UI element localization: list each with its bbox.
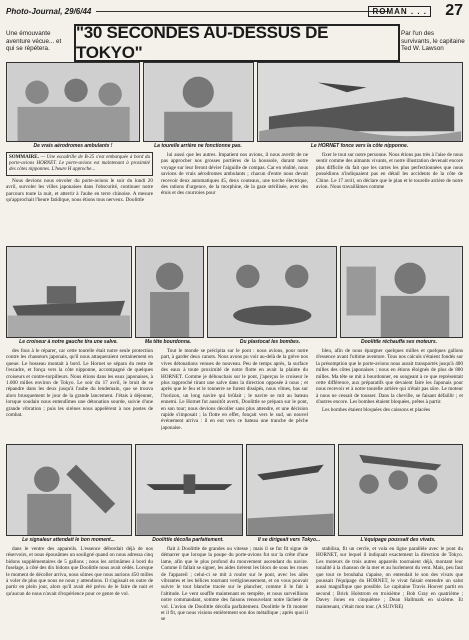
text-column [316,546,463,636]
panel-crew [6,62,140,142]
paragraph: dans le ventre des appareils. L'essence débordait déjà de nos réservoirs, et nous épousâmes un souligné quand on nous adressa cinq bidons supplémentaires de 5 gallons ; nous les arrimâmes à bord du fuselage, à côté des dix bidons que Doolittle nous avait cédés. Lorsque le moment de décoller arriva, nous sûmes que nous aurions 450 milles à voler de plus que nous ne nous y attendions. Il s'agissait en outre de partir en plein jour, alors qu'il avait été prévu de le faire de nuit et qu'aucun de nous n'avait d'expérience pour ce genre de vol. [6,546,153,597]
text-block-3 [6,546,463,636]
caption: Le signaleur attendait le bon moment... [22,537,115,543]
text-column [6,152,153,244]
row-1-captions [6,143,463,149]
paragraph: flait à Doolittle de grandes ou vitesse ; mais il se fut fit signe de démarrer que lorsque la poupe du porte-avions fut sur la crête d'une lame, afin que le plus profond du mouvement ascendant du navire. Comme il fallait se signer, les aides tirèrent les blocs de sous les roues de l'appareil ; celui-ci se mit à rouler sur le pont, avec les ailes vibrantes et les hélices tournant vertigineusement, et on vous pouvait suivre le tout blanche tracée sur le plancher, comme il le fait à l'altitude. Le vent souffle maintenant en tempête, et nous surveillions notre commandant, somme des faisons renouvelant notre lâcheté de vol. L'avion de Doolittle décolla parfaitement. Doolittle le fit monter et il fit, que nous visions entièrement son dos métallique ; après quoi il se [161,546,308,623]
section-label: ROMAN . . . [368,6,431,17]
caption: Il se dirigeait vers Tokyo... [257,537,321,543]
text-column [161,546,308,636]
title-box [74,24,400,62]
paragraph: bleu, afin de nous épargner quelques milles et quelques gallons d'essence avant l'ultime aventure. Tous nos calculs s'étaient fondés sur la présomption que le porte-avions nous aurait transportés jusqu'à 400 milles des côtes japonaises ; nous en étions éloignés de plus de 800 milles. Ma tête se mit à bourdonner, en songeant à ce que représentait cette différence, aux préparatifs que devaient faire les Japonais pour nous recevoir et à notre tourelle arrière qui n'était pas sûre. Le moteur à nous ne cessait de tousser. Dans la cheville, se faisant défaillir ; et d'autres encore. Les bombes étaient bloquées, prêtes à partir. [316,348,463,406]
summary-text: — Une escadrille de B-25 s'est embarquée à bord du porte-avions HORNET. Le porte-avions est maintenant à proximité des côtes nipponnes. L'heure H approche... [9,155,150,172]
page-number: 27 [445,2,463,19]
text-block-2 [6,348,463,440]
publication-date: Photo-Journal, 29/6/44 [6,7,92,16]
tagline-right: Par l'un des survivants, le capitaine Ted W. Lawson [401,30,465,52]
panel-cheering-crew [338,444,463,536]
panel-bombs [207,246,338,338]
page-title: "30 SECONDES AU-DESSUS DE TOKYO" [76,23,329,62]
paragraph: Tout le monde se précipita sur le pont : nous avions, pour notre part, à garder deux canots. Nous avons pu voir au-delà de la grève nos vives détonations venues de nouveau. Peu de temps après, la surface des eaux à toute proximité de notre flotte en avait la plainte du HORNET. Comme je débouchais sur le pont, j'aperçus le croiseur le plus rapproché tirant une salve dans la direction opposée à nous ; et après que le feu et le tonnerre se furent dissipés, nous vîmes, bas sur l'horizon, un long navire qui brûlait ; le navire se mit au bateau ennemi. Le Hornet fut aussitôt averti, Doolittle se prépara sur le pont, en son tour; nous devions décoller sans plus attendre, et une décision rapide s'imposait ; la flotte en effet, fonçait vers le sud, un nouvel événement arriva : il en eut vers ce bateau une tranche de pêche japonaise. [161,348,308,431]
row-2-captions [6,339,463,345]
caption: La tourelle arrière ne fonctionne pas. [154,143,242,149]
page-header [4,4,465,20]
caption: Le HORNET fonce vers la côte nipponne. [310,143,409,149]
summary-box [6,152,153,176]
summary-label: SOMMAIRE. [9,155,39,160]
text-column [6,546,153,636]
text-block-1 [6,152,463,244]
row-3-captions [6,537,463,543]
caption: De vrais aérodromes ambulants ! [33,143,113,149]
text-column [161,348,308,440]
caption: Du plastocat les bombes. [239,339,301,345]
paragraph: Les bombes étaient bloquées des caissons et placées [322,406,431,413]
text-column [161,152,308,244]
panel-cruiser [6,246,132,338]
text-column [6,348,153,440]
paragraph: fixer le tout sur notre personne. Nous étions pas très à l'aise de nous sentir comme des aimants vivants, et notre illustration devenait encore plus difficile du fait que les cartes les plus perfectionnées que nous possédions n'indiquaient pas en détail les accidents de la côte de Chine. Le 17 avril, on déclare que le plan et le tourelle arrière de notre avion. Nous travaillâmes comme [316,152,463,191]
panel-engines [340,246,463,338]
paragraph: des fous à le réparer, car cette tourelle était notre seule protection contre les chasseurs japonais, qu'il nous attaqueraient certainement en queue. Le bosseau montait à bord. Le Hornet se sépara du reste de l'escadre, et fonça vers la côte nipponne, accompagné de quelques croiseurs et contre-torpilleurs. Nous étions dans les eaux japonaises, à 1.000 milles environ de Tokyo. Le soir du 17 avril, le bruit de se répandre dans les deux jusqu'à l'aube du lendemain, que se trouva alors brusquement le jour de la grande lancement. J'étais à déjeuner, lorsque soudain nous entendîmes une détonation sourde, suivie d'une grande vibration ; puis les sirènes nous appelèrent à nos postes de combat. [6,348,153,419]
paragraph: stabilisa, fit un cercle, et vola en ligne parallèle avec le pont du HORNET, sur lequel il indiquait exactement la direction de Tokyo. Les moteurs de trois autres appareils tournaient déjà, montant leur tonalité à la chanson de la mer et au hurlement du vent. Mais, peu faut que tout ce brouhaha s'apaise, on entendait le son des vivats que poussait l'équipage du HORNET, le vivat faisait entendre un salut aussi magnifique que possible. Le capitaine Travis Hoover partit en second ; Brick Holstrom en troisième ; Bob Gray en quatrième ; Davey Jones en cinquième ; Dean Hallmark en sixième. Et maintenant, c'était mon tour. (A SUIVRE) [316,546,463,610]
caption: Le croiseur à notre gauche tira une salve. [19,339,118,345]
comic-row-2 [6,246,463,338]
panel-takeoff [135,444,244,536]
comic-row-1 [6,62,463,142]
header-rule [96,11,389,12]
caption: L'équipage poussait des vivats. [360,537,436,543]
panel-turret [143,62,254,142]
panel-signaler [6,444,132,536]
caption: Doolittle décolla parfaitement. [152,537,224,543]
caption: Ma tête bourdonna. [144,339,192,345]
tagline-left: Une émouvante aventure vécue... et qui se répétera. [6,30,62,52]
paragraph: Nous devions nous envoler du porte-avions le soir du lundi 20 avril, survoler les villes japonaises dans l'obscurité, continuer notre parcours toute la nuit, et atterrir à l'aube en terre chinoise. A mesure qu'approchait l'heure fatidique, nous étions tous nerveux. Doolittle [6,178,153,204]
panel-tokyo [246,444,335,536]
text-column [316,348,463,440]
panel-hornet [257,62,463,142]
text-column [316,152,463,244]
caption: Doolittle réchauffa ses moteurs. [360,339,438,345]
comic-row-3 [6,444,463,536]
panel-head [135,246,204,338]
paragraph: lui aussi que les autres. Impatient nos avions, il nous avertit de ne pas approcher nos grosses portières de la houssole, durant notre voyage sur leur feront dévier l'aiguille de compas. Car en réalité, nous savions de vrais aérodromes ambulants ; chacun d'entre nous devait recevoir deux automatiques 45, deux couteaux, une torche électrique, des rations d'urgence, de la morphine, de la gaze stérilisée, avec des étuis et des courroies pour [161,152,308,197]
